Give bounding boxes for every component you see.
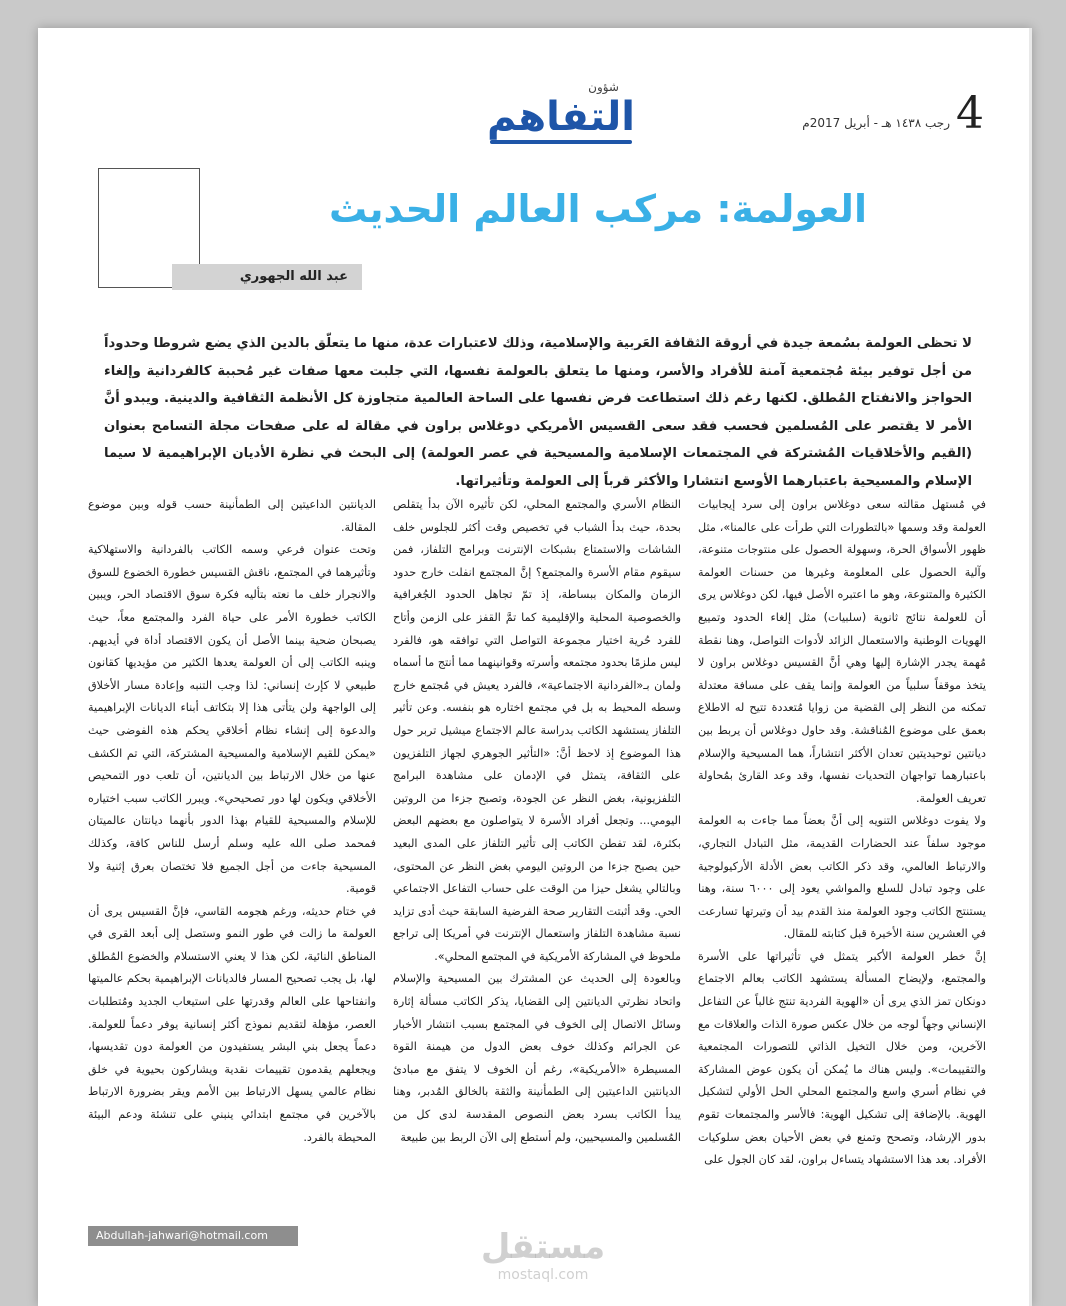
magazine-page xyxy=(38,28,1032,1306)
paragraph: إنَّ خطر العولمة الأكبر يتمثل في تأثيراتها على الأسرة والمجتمع، ولإيضاح المسألة يستشهد الكاتب بعالم الاجتماع دونكان تمز الذي يرى أن «الهوية الفردية تنتج غالباً عن التفاعل الإنساني وجهاً لوجه من خلال عكس صورة الذات والعلاقات مع الآخرين، ومن خلال التخيل الذاتي للتصورات المجتمعية والتقييمات». وليس هناك ما يُمكن أن يكون عوض المشاركة في نظام أسري واسع والمجتمع المحلي الحل الأولي لتشكيل الهوية. بالإضافة إلى تشكيل الهوية: فالأسر والمجتمعات تقوم بدور الإرشاد، وتصحح وتمنع في بعض الأحيان بعض سلوكيات الأفراد. بعد هذا الاستشهاد يتساءل براون، لقد كان الجول على xyxy=(698,949,986,1167)
article-body xyxy=(88,494,986,1274)
article-lead: لا تحظى العولمة بسُمعة جيدة في أروقة الثقافة العَربية والإسلامية، وذلك لاعتبارات عدة، منها ما يتعلّق بالدين الذي يضع شروطا وحدوداً من أجل توفير بيئة مُجتمعية آمنة للأفراد والأسر، ومنها ما يتعلق بالعولمة نفسها، التي جلبت معها صفات غير مُحببة كالفردانية وإلغاء الحواجز والانفتاح المُطلق. لكنها رغم ذلك استطاعت فرض نفسها على الساحة العالمية متجاوزة كل الأنظمة الثقافية والدينية. ويبدو أنَّ الأمر لا يقتصر على المُسلمين فحسب فقد سعى القسيس الأمريكي دوغلاس براون في مقالة له على صفحات مجلة التسامح بعنوان (القيم والأخلاقيات المُشتركة في المجتمعات الإسلامية والمسيحية في عصر العولمة) إلى البحث في نظرة الأديان الإبراهيمية لا سيما الإسلام والمسيحية باعتبارهما الأوسع انتشارا والأكثر قرباً إلى العولمة وتأثيراتها. xyxy=(104,336,972,489)
article-title: العولمة: مركب العالم الحديث xyxy=(329,187,867,231)
paragraph: في مُستهل مقالته سعى دوغلاس براون إلى سرد إيجابيات العولمة وقد وسمها «بالتطورات التي طرأت على عالمنا»، مثل ظهور الأسواق الحرة، وسهولة الحصول على منتوجات متنوعة، وآلية الحصول على المعلومة وغيرها من حسنات العولمة الكثيرة والمتنوعة، وهو ما اعتبره الأصل فيها، لكن دوغلاس يرى أن للعولمة نتائج ثانوية (سلبيات) مثل إلغاء الحدود وتمييع الهويات الوطنية والاستعمال الزائد لأدوات التواصل، وهنا نقطة مُهمة يجدر الإشارة إليها وهي أنَّ القسيس دوغلاس براون لا يتخذ موقفاً سلبياً من العولمة وإنما يقف على مسافة معتدلة تمكنه من النظر إلى القضية من زوايا مُتعددة تتيح له الاطلاع بعمق على موضوع المُناقشة. وقد حاول دوغلاس أن يربط بين ديانتين توحيديتين تعدان الأكثر انتشاراً، هما المسيحية والإسلام باعتبارهما تواجهان التحديات نفسها، وقد وعد القارئ بمُحاولة تعريف العولمة. xyxy=(698,498,986,805)
page-number: 4 xyxy=(956,88,984,139)
paragraph: وبالعودة إلى الحديث عن المشترك بين المسيحية والإسلام واتحاد نظرتي الديانتين إلى القضايا، يذكر الكاتب مسألة إثارة وسائل الاتصال إلى الخوف في المجتمع بسبب انتشار الأخبار عن الجرائم وكذلك خوف بعض الدول من هيمنة القوة المسيطرة «الأمريكية»، رغم أن الخوف لا يتفق مع مبادئ الديانتين الداعيتين إلى الطمأنينة والثقة بالخالق المُدبر، وهنا يبدأ الكاتب بسرد بعض النصوص المقدسة لدى كل من المُسلمين والمسيحيين، ولم أستطع إلى الآن الربط بين طبيعة xyxy=(393,972,681,1144)
paragraph: الديانتين الداعيتين إلى الطمأنينة حسب قوله وبين موضوع المقالة. xyxy=(88,498,376,534)
body-column-middle xyxy=(393,494,681,1267)
author-name: عبد الله الجهوري xyxy=(172,264,362,290)
paragraph: ولا يفوت دوغلاس التنويه إلى أنَّ بعضاً مما جاءت به العولمة موجود سلفاً عند الحضارات القديمة، مثل التبادل التجاري، والارتباط العالمي، وقد ذكر الكاتب بعض الأدلة الأركيولوجية على وجود تبادل للسلع والمواشي يعود إلى ٦٠٠٠ سنة، وهنا يستنتج الكاتب وجود العولمة منذ القدم بيد أن وتيرتها تسارعت في العشرين سنة الأخيرة قبل كتابته للمقال. xyxy=(698,814,986,941)
issue-date: رجب ١٤٣٨ هـ - أبريل 2017م xyxy=(802,116,950,130)
watermark xyxy=(468,1228,618,1284)
magazine-logo xyxy=(471,80,651,170)
paragraph: النظام الأسري والمجتمع المحلي، لكن تأثيره الآن بدأ يتقلص بحدة، حيث بدأ الشباب في تخصيص وقت أكثر للجلوس خلف الشاشات والاستمتاع بشبكات الإنترنت وبرامج التلفاز، فمن سيقوم مقام الأسرة والمجتمع؟ إنَّ المجتمع انفلت خارج حدود الزمان والمكان ببساطة، إذ تمّ تجاهل الحدود الجُغرافية والخصوصية المحلية والإقليمية كما تمَّ القفز على الزمن وأتاح للفرد حُرية اختيار مجموعة التواصل التي توافقه هو، فالفرد ليس ملزمًا بحدود مجتمعه وأسرته وقوانينهما مما أنتج ما أسماه ولمان بـ«الفردانية الاجتماعية»، فالفرد يعيش في مُجتمع خارج وسطه المحيط به بل في مجتمع اختاره هو بنفسه. وعن تأثير التلفاز يستشهد الكاتب بدراسة عالم الاجتماع ميشيل تربر حول هذا الموضوع إذ لاحظ أنَّ: «التأثير الجوهري لجهاز التلفزيون على الثقافة، يتمثل في الإدمان على مشاهدة البرامج التلفزيونية، بغض النظر عن الجودة، وتصبح جزءا من الروتين اليومي... وتجعل أفراد الأسرة لا يتواصلون مع بعضهم البعض بكثرة، لقد تفطن الكاتب إلى تأثير التلفاز على المدى البعيد حين يصبح جزءا من الروتين اليومي بغض النظر عن المحتوى، وبالتالي يشغل حيزا من الوقت على حساب التفاعل الاجتماعي الحي. وقد أثبتت التقارير صحة الفرضية السابقة حيث أدى تزايد نسبة مشاهدة التلفاز واستعمال الإنترنت في أمريكا إلى تراجع ملحوظ في المشاركة الأمريكية في المجتمع المحلي». xyxy=(393,498,681,963)
logo-wordmark: التفاهم xyxy=(487,94,635,140)
page-edge xyxy=(1029,28,1032,1306)
logo-kicker: شؤون xyxy=(588,80,619,94)
body-column-right xyxy=(698,494,986,1264)
author-email: Abdullah-jahwari@hotmail.com xyxy=(88,1226,298,1246)
paragraph: في ختام حديثه، ورغم هجومه القاسي، فإنَّ القسيس يرى أن العولمة ما زالت في طور النمو وستصل إلى أبعد القرى في المناطق النائية، لكن هذا لا يعني الاستسلام والخضوع المُطلق لها، بل يجب تصحيح المسار فالديانات الإبراهيمية بحكم عالميتها وانفتاحها على العالم وقدرتها على استيعاب الجديد ومُتطلبات العصر، مؤهلة لتقديم نموذج أكثر إنسانية يوفر دعماً للعولمة. دعماً يجعل بني البشر يستفيدون من العولمة دون تقديسها، ويجعلهم يقدمون تقييمات نقدية ويشاركون بحيوية في خلق نظام عالمي يسهل الارتباط بين الأمم ويقر بضرورة الارتباط بالآخرين في مجتمع ابتدائي ينبني على تنشئة ودعم البيئة المحيطة بالفرد. xyxy=(88,904,376,1144)
paragraph: وتحت عنوان فرعي وسمه الكاتب بالفردانية والاستهلاكية وتأثيرهما في المجتمع، ناقش القسيس خطورة الخضوع للسوق والانجرار خلف ما نعته بتأليه فكرة سوق الاقتصاد الحر، ويبين الكاتب خطورة الأمر على حياة الفرد والمجتمع معاً، حيث يصبحان ضحية بينما الأصل أن يكون الاقتصاد أداة في أيديهم. وينبه الكاتب إلى أن العولمة يعدها الكثير من مؤيديها كقانون طبيعي لا كإرث إنساني: لذا وجب التنبه وإعادة مسار الأخلاق إلى الواجهة ولن يتأتى هذا إلا بتكاتف أبناء الديانات الإبراهيمية والدعوة إلى إنشاء نظام أخلاقي يحكم هذه الفوضى حيث «يمكن للقيم الإسلامية والمسيحية المشتركة، التي تم الكشف عنها من خلال الارتباط بين الديانتين، أن تلعب دور التمحيص الأخلاقي ويكون لها دور تصحيحي». ويبرر الكاتب سبب اختياره للإسلام والمسيحية للقيام بهذا الدور بأنهما ديانتان عالميتان فمحمد صلى الله عليه وسلم أرسل للناس كافة، وكذلك المسيحية جاءت من أجل الجميع فلا تختصان بعرق إثنية ولا قومية. xyxy=(88,543,376,896)
body-column-left xyxy=(88,494,376,1224)
watermark-url: mostaql.com xyxy=(497,1267,589,1283)
logo-underline xyxy=(490,140,632,144)
watermark-word: مستقل xyxy=(480,1227,606,1267)
